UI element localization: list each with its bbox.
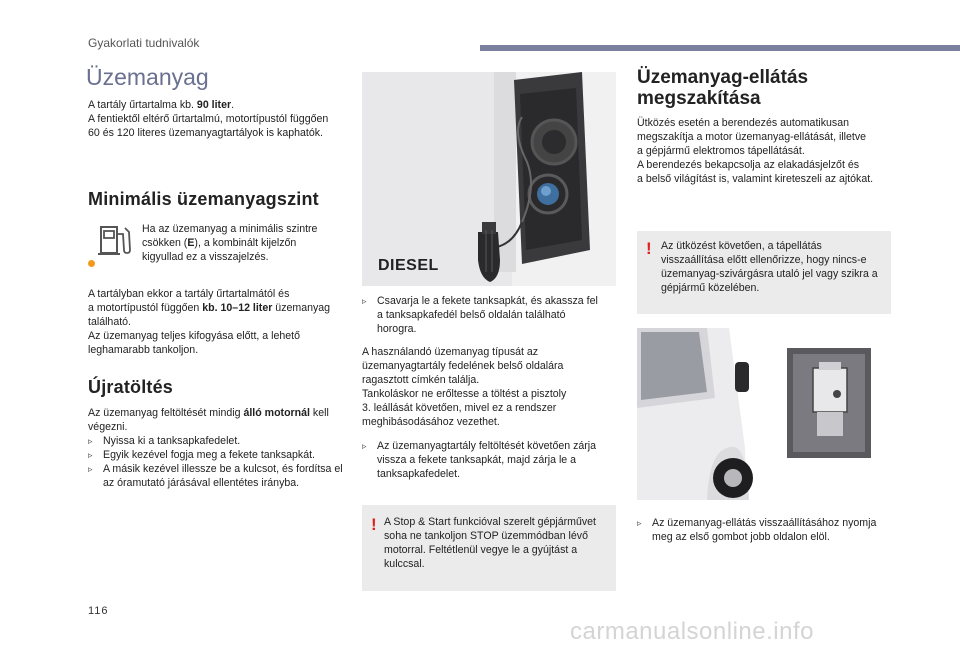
diesel-label: DIESEL bbox=[378, 257, 439, 274]
section-label: Gyakorlati tudnivalók bbox=[88, 36, 200, 50]
refill-bullet: ▹ A másik kezével illessze be a kulcsot, és fordítsa el az óramutató járásával ellentétes irányba. bbox=[88, 462, 350, 490]
header-bar bbox=[480, 45, 960, 51]
page-number: 116 bbox=[88, 605, 109, 617]
van-image bbox=[637, 328, 891, 500]
fuel-pump-icon bbox=[96, 222, 134, 260]
fuel-filler-image bbox=[362, 72, 616, 286]
close-cap-bullet: ▹ Az üzemanyagtartály feltöltését követően zárja vissza a fekete tanksapkát, majd zárja le a tanksapkafedelet. bbox=[362, 439, 606, 481]
refill-bullet: ▹ Egyik kezével fogja meg a fekete tanksapkát. bbox=[88, 448, 350, 462]
leak-warning-text: Az ütközést követően, a tápellátás visszaállítása előtt ellenőrizze, hogy nincs-e üzemanyag-szivárgásra utaló jel vagy szikra a gépjármű közelében. bbox=[661, 240, 878, 294]
cap-bullet: ▹ Csavarja le a fekete tanksapkát, és akassza fel a tanksapkafedél belső oldalán található horogra. bbox=[362, 294, 606, 336]
fuel-cutoff-heading: Üzemanyag-ellátás megszakítása bbox=[637, 67, 809, 109]
watermark: carmanualsonline.info bbox=[570, 618, 814, 645]
intro-text: A tartály űrtartalma kb. 90 liter. A fentiektől eltérő űrtartalmú, motortípustól függően 60 és 120 literes üzemanyagtartályok is kaphatók. bbox=[88, 99, 329, 139]
refill-heading: Újratöltés bbox=[88, 377, 174, 397]
min-level-heading: Minimális üzemanyagszint bbox=[88, 189, 319, 209]
orange-indicator-dot bbox=[88, 260, 95, 267]
refill-text: Az üzemanyag feltöltését mindig álló motornál kell végezni. ▹ Nyissa ki a tanksapkafedelet. ▹ Egyik kezével fogja meg a fekete tanksapkát. ▹ A másik kezével illessze be a kulcsot, és fordítsa el az óramutató járásával ellentétes irányba. bbox=[88, 406, 350, 490]
page-title: Üzemanyag bbox=[86, 64, 209, 90]
fuel-cutoff-text: Ütközés esetén a berendezés automatikusan megszakítja a motor üzemanyag-ellátását, illetve a gépjármű elektromos tápellátását. A berendezés bekapcsolja az elakadásjelzőt és a belső világítást is, valamint kireteszeli az ajtókat. bbox=[637, 117, 874, 185]
stop-start-warning bbox=[362, 505, 616, 591]
refill-bullet: ▹ Nyissa ki a tanksapkafedelet. bbox=[88, 434, 350, 448]
col2-text: ▹ Csavarja le a fekete tanksapkát, és akassza fel a tanksapkafedél belső oldalán található horogra. A használandó üzemanyag típusát az üzemanyagtartály fedelének belső oldalára ragasztott címkén találja. Tankoláskor ne erőltesse a töltést a pisztoly 3. leállását követően, mivel ez a rendszer meghibásodásához vezethet. ▹ Az üzemanyagtartály feltöltését követően zárja vissza a fekete tanksapkát, majd zárja le a tanksapkafedelet. bbox=[362, 294, 606, 481]
tank-reserve-text: A tartályban ekkor a tartály űrtartalmától és a motortípustól függően kb. 10–12 liter üzemanyag található. Az üzemanyag teljes kifogyása előtt, a lehető leghamarabb tankoljon. bbox=[88, 288, 331, 356]
min-level-text: Ha az üzemanyag a minimális szintre csökken (E), a kombinált kijelzőn kigyullad ez a visszajelzés. bbox=[142, 223, 318, 263]
restore-bullet: ▹ Az üzemanyag-ellátás visszaállításához nyomja meg az első gombot jobb oldalon elöl. bbox=[637, 516, 895, 544]
warning-icon: ! bbox=[371, 515, 377, 534]
warning-icon: ! bbox=[646, 239, 652, 258]
leak-warning bbox=[637, 231, 891, 314]
stop-start-warning-text: A Stop & Start funkcióval szerelt gépjárművet soha ne tankoljon STOP üzemmódban lévő motorral. Feltétlenül vegye le a gyújtást a kulccsal. bbox=[384, 516, 596, 570]
